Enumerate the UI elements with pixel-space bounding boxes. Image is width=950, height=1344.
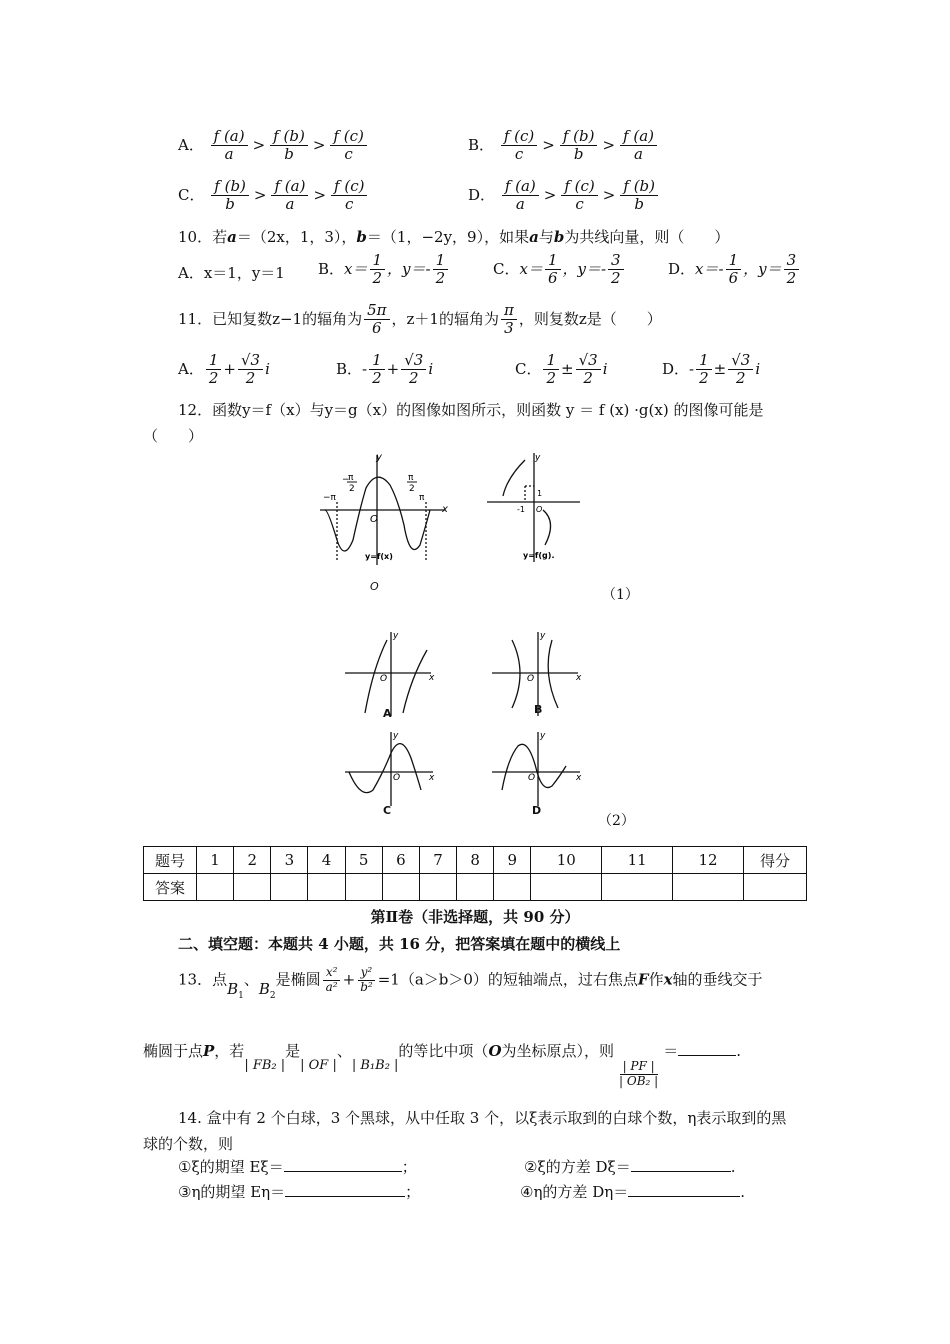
caption-f: y=f(x) (365, 552, 393, 561)
fraction: $\frac{f (c)}{c}$ (561, 178, 597, 214)
fraction: $\frac{1}{2}$ (433, 252, 449, 288)
q14-line1: 14. 盒中有 2 个白球，3 个黑球，从中任取 3 个，以ξ表示取到的白球个数，η表示取到的黑 (178, 1109, 787, 1127)
q13-line2: 椭圆于点P，若| FB₂ |是| OF |、| B₁B₂ |的等比中项（O为坐标原点），则 $\frac{| PF |}{\text{| OB₂ |}}$ ＝ . (143, 1042, 742, 1088)
svg-text:y: y (393, 631, 399, 641)
option-graph-label-d: D (532, 804, 542, 817)
option-graph-label-a: A (383, 707, 392, 720)
q9-option-c: C． $\frac{f (b)}{b}$ > $\frac{f (a)}{a}$ > $\frac{f (c)}{c}$ (178, 178, 369, 214)
tick-one: 1 (537, 489, 543, 498)
answer-cell[interactable] (419, 874, 456, 901)
option-label: A． (178, 135, 204, 154)
header-cell: 8 (457, 847, 494, 874)
fraction: $\frac{f (c)}{c}$ (330, 128, 366, 164)
g-curve-right (543, 510, 551, 545)
header-cell: 4 (308, 847, 345, 874)
stray-o: O (370, 580, 379, 593)
svg-text:x: x (429, 773, 435, 783)
q11-option-a: A． $\frac{1}{2}$ + $\frac{√3}{2}$ i (178, 351, 270, 388)
header-cell: 9 (494, 847, 531, 874)
answer-cell[interactable] (494, 874, 531, 901)
fraction: $\frac{√3}{2}$ (576, 352, 601, 388)
answer-table (143, 846, 807, 901)
q14-item1: ①ξ的期望 Eξ＝ ； (178, 1158, 417, 1176)
answer-cell[interactable] (197, 874, 234, 901)
q9-option-b: B． $\frac{f (c)}{c}$ > $\frac{f (b)}{b}$ > $\frac{f (a)}{a}$ (468, 128, 659, 164)
section-heading: 二、填空题：本题共 4 小题，共 16 分，把答案填在题中的横线上 (178, 935, 621, 953)
svg-text:O: O (393, 773, 401, 783)
header-cell: 2 (234, 847, 271, 874)
header-cell: 1 (197, 847, 234, 874)
svg-text:O: O (536, 505, 543, 514)
q11-option-b: B．- $\frac{1}{2}$ + $\frac{√3}{2}$ i (336, 351, 434, 388)
origin-label: O (370, 514, 378, 525)
fraction: $\frac{\text{y²}}{\text{b²}}$ (357, 966, 376, 995)
half-pi-num: π (348, 473, 354, 483)
fraction: $\frac{f (b)}{b}$ (211, 178, 249, 214)
q14-line2: 球的个数，则 (143, 1135, 234, 1153)
header-cell: 12 (673, 847, 744, 874)
blank-line[interactable] (631, 1171, 731, 1172)
table-row (144, 874, 807, 901)
fraction: $\frac{f (c)}{c}$ (501, 128, 537, 164)
header-cell: 10 (531, 847, 602, 874)
header-cell: 得分 (744, 847, 807, 874)
q12-stem: 12．函数y＝f（x）与y＝g（x）的图像如图所示，则函数 y ＝ f (x) ·g(x) 的图像可能是 (178, 401, 764, 419)
option-label: D． (468, 185, 496, 204)
q9-option-a: A． $\frac{f (a)}{a}$ > $\frac{f (b)}{b}$ > $\frac{f (c)}{c}$ (178, 128, 369, 164)
option-graph-d (490, 728, 585, 808)
y-label: y (376, 452, 382, 463)
fraction: $\frac{1}{2}$ (369, 352, 385, 388)
fraction: $\frac{1}{2}$ (206, 352, 222, 388)
half-pi-den: 2 (349, 484, 355, 494)
fraction: $\frac{√3}{2}$ (238, 352, 263, 388)
option-label: B． (468, 135, 495, 154)
svg-text:x: x (576, 673, 582, 683)
fraction: $\frac{f (c)}{c}$ (331, 178, 367, 214)
graph-f (320, 450, 450, 570)
fig1-label: （1） (602, 587, 639, 603)
fraction: $\frac{1}{6}$ (726, 252, 742, 288)
q10-option-d: D．x＝- $\frac{1}{6}$ ，y＝ $\frac{3}{2}$ (668, 252, 801, 288)
fraction: $\frac{\pi}{3}$ (501, 302, 517, 338)
option-graph-label-b: B (534, 703, 543, 716)
tick-neg-one: -1 (517, 505, 525, 514)
answer-cell[interactable] (602, 874, 673, 901)
answer-cell[interactable] (345, 874, 382, 901)
blank-line[interactable] (284, 1171, 402, 1172)
q11-stem: 11．已知复数z−1的辐角为 $\frac{5\pi}{6}$ ，z＋1的辐角为 $\frac{\pi}{3}$ ，则复数z是（ ） (178, 301, 662, 338)
fraction: $\frac{3}{2}$ (608, 252, 624, 288)
caption-g: y=f(g). (523, 551, 555, 560)
fraction: $\frac{f (a)}{a}$ (502, 178, 539, 214)
fraction: $\frac{| PF |}{\text{| OB₂ |}}$ (619, 1059, 659, 1088)
fraction: $\frac{√3}{2}$ (401, 352, 426, 388)
blank-line[interactable] (628, 1196, 740, 1197)
fraction: $\frac{f (b)}{b}$ (270, 128, 308, 164)
blank-line[interactable] (678, 1055, 736, 1056)
fraction: $\frac{5\pi}{6}$ (364, 302, 389, 338)
fraction: $\frac{3}{2}$ (784, 252, 800, 288)
fraction: $\frac{f (a)}{a}$ (211, 128, 248, 164)
answer-cell[interactable] (457, 874, 494, 901)
fraction: $\frac{f (a)}{a}$ (620, 128, 657, 164)
header-cell: 7 (419, 847, 456, 874)
q11-option-d: D．- $\frac{1}{2}$ ± $\frac{√3}{2}$ i (662, 351, 761, 388)
svg-text:O: O (380, 674, 388, 684)
neg-pi-label: −π (323, 493, 336, 503)
q10-option-a: A．x＝1，y＝1 (178, 264, 285, 282)
svg-text:y: y (540, 731, 546, 741)
fig2-label: （2） (598, 813, 635, 829)
table-row (144, 847, 807, 874)
fraction: $\frac{\text{x²}}{\text{a²}}$ (323, 966, 341, 995)
half-pi-num: π (408, 473, 414, 483)
q13-line1: 13．点$B_1$、$B_2$是椭圆 $\frac{\text{x²}}{\text{a²}}$ + $\frac{\text{y²}}{\text{b²}}$ =1（a＞b＞0）的短轴端点，过右焦点F作x轴的垂线交于 (178, 965, 763, 1002)
fraction: $\frac{f (b)}{b}$ (560, 128, 598, 164)
fraction: $\frac{f (b)}{b}$ (620, 178, 658, 214)
fraction: $\frac{1}{2}$ (543, 352, 559, 388)
header-cell: 5 (345, 847, 382, 874)
svg-text:y: y (393, 731, 399, 741)
answer-cell[interactable] (271, 874, 308, 901)
fraction: $\frac{√3}{2}$ (728, 352, 753, 388)
pi-label: π (419, 493, 425, 503)
q11-option-c: C． $\frac{1}{2}$ ± $\frac{√3}{2}$ i (515, 351, 608, 388)
fraction: $\frac{1}{2}$ (370, 252, 386, 288)
svg-text:y: y (535, 453, 541, 463)
fraction: $\frac{1}{2}$ (696, 352, 712, 388)
g-curve-left (503, 460, 525, 496)
answer-cell[interactable] (308, 874, 345, 901)
q12-paren: （ ） (143, 427, 204, 445)
q10-option-c: C．x＝ $\frac{1}{6}$ ，y＝- $\frac{3}{2}$ (493, 252, 626, 288)
q10-option-b: B．x＝ $\frac{1}{2}$ ，y＝- $\frac{1}{2}$ (318, 252, 450, 288)
q14-item2: ②ξ的方差 Dξ＝ . (524, 1158, 736, 1176)
header-cell: 11 (602, 847, 673, 874)
header-cell: 题号 (144, 847, 197, 874)
x-label: x (442, 504, 448, 515)
blank-line[interactable] (285, 1196, 405, 1197)
option-graph-c (343, 728, 438, 808)
svg-text:x: x (429, 673, 435, 683)
answer-cell[interactable] (234, 874, 271, 901)
score-cell[interactable] (744, 874, 807, 901)
header-cell: 3 (271, 847, 308, 874)
part2-title: 第Ⅱ卷（非选择题，共 90 分） (370, 908, 580, 926)
q10-stem: 10．若a＝（2x，1，3），b＝（1，−2y，9），如果a与b为共线向量，则（ ） (178, 228, 730, 246)
svg-text:y: y (540, 631, 546, 641)
fraction: $\frac{1}{6}$ (545, 252, 561, 288)
option-graph-label-c: C (383, 804, 392, 817)
row-label: 答案 (144, 874, 197, 901)
svg-text:O: O (528, 773, 536, 783)
svg-text:O: O (527, 674, 535, 684)
minus-label: − (342, 475, 350, 485)
q9-option-d: D． $\frac{f (a)}{a}$ > $\frac{f (c)}{c}$ > $\frac{f (b)}{b}$ (468, 178, 660, 214)
svg-text:x: x (576, 773, 582, 783)
option-label: C． (178, 185, 205, 204)
q14-item3: ③η的期望 Eη＝ ； (178, 1183, 421, 1201)
graph-g (485, 450, 585, 570)
header-cell: 6 (382, 847, 419, 874)
answer-cell[interactable] (531, 874, 602, 901)
answer-cell[interactable] (382, 874, 419, 901)
fraction: $\frac{f (a)}{a}$ (271, 178, 308, 214)
answer-cell[interactable] (673, 874, 744, 901)
half-pi-den: 2 (409, 484, 415, 494)
q14-item4: ④η的方差 Dη＝ . (520, 1183, 745, 1201)
